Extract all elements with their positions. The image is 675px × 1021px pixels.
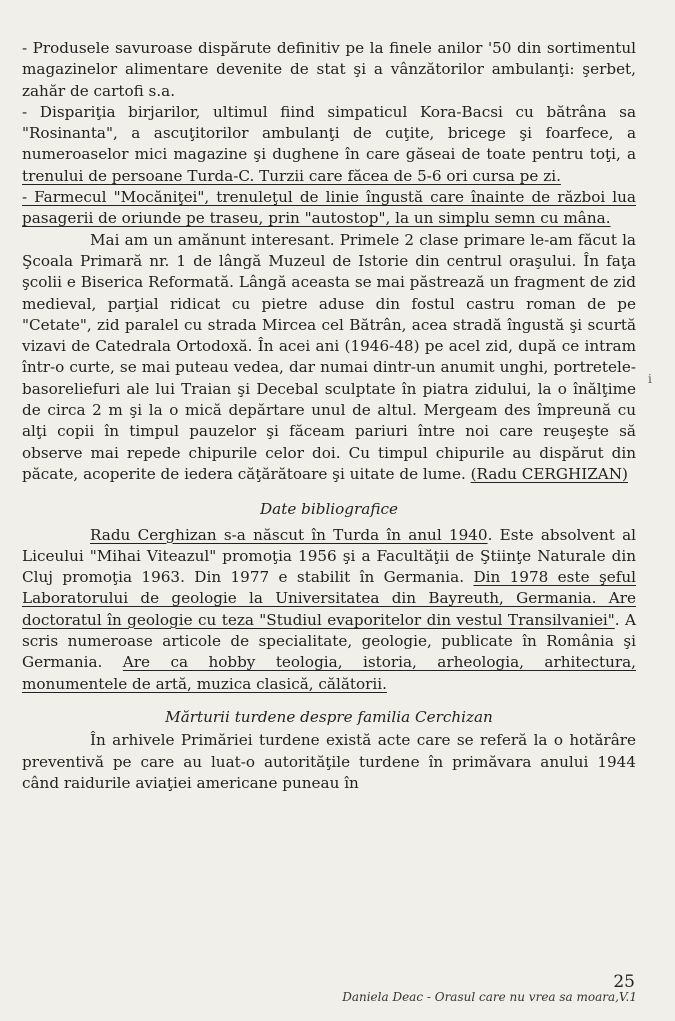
- body-text: [22, 38, 636, 794]
- paragraph-archives: În arhivele Primăriei turdene există acte care se referă la o hotărâre preventivă pe care au luat-o autorităţile turdene în primăvara anului 1944 când raidurile aviaţiei americane puneau în: [22, 731, 636, 792]
- page-number: 25: [613, 972, 635, 992]
- biography-text-a: . Este absolvent al Liceului "Mihai Viteazul" promoţia 1956 şi a Facultăţii de Ştiinţe Naturale din Cluj promoţia 1963. Din 1977 e stabilit în Germania.: [22, 525, 636, 587]
- section-heading-bibliography: Date bibliografice: [260, 500, 398, 519]
- paragraph-school-memory: [22, 230, 636, 486]
- underlined-birth: Radu Cerghizan s-a născut în Turda în anul 1940: [90, 525, 488, 544]
- page-footer: Daniela Deac - Orasul care nu vrea sa moara,V.1: [342, 990, 637, 1004]
- margin-mark: i: [648, 372, 652, 386]
- underlined-laboratory: Din 1978 este şeful Laboratorului de geologie la Universitatea din Bayreuth, Germania. Are doctoratul în geologie cu teza "Studiul evaporitelor din vestul Transilvaniei": [22, 568, 636, 629]
- paragraph-disappearance: [22, 102, 636, 187]
- paragraph-disappearance-text: - Dispariţia birjarilor, ultimul fiind simpaticul Kora-Bacsi cu bătrâna sa "Rosinanta", a ascuţitorilor ambulanţi de cuţite, bricege şi foarfece, a numeroaselor mici magazine şi dughene în care găseai de toate pentru toţi, a: [22, 102, 636, 164]
- underlined-train-text: trenului de persoane Turda-C. Turzii care făcea de 5-6 ori cursa pe zi.: [22, 166, 561, 185]
- underlined-hobby: Are ca hobby teologia, istoria, arheologia, arhitectura, monumentele de artă, muzica clasică, călătorii.: [22, 653, 636, 693]
- biography-text-b: . A scris numeroase articole de specialitate, geologie, publicate în România şi Germania.: [22, 610, 637, 672]
- author-signature: (Radu CERGHIZAN): [470, 464, 628, 483]
- paragraph-biography: [22, 525, 636, 695]
- paragraph-mocanita: - Farmecul "Mocăniţei", trenuleţul de linie îngustă care înainte de război lua pasagerii de oriunde pe traseu, prin "autostop", la un simplu semn cu mâna.: [22, 188, 636, 228]
- paragraph-products: - Produsele savuroase dispărute definitiv pe la finele anilor '50 din sortimentul magazinelor alimentare devenite de stat şi a vânzătorilor ambulanţi: şerbet, zahăr de cartofi s.a.: [22, 39, 636, 100]
- section-heading-testimonies: Mărturii turdene despre familia Cerchizan: [165, 707, 493, 726]
- paragraph-school-text: Mai am un amănunt interesant. Primele 2 clase primare le-am făcut la Şcoala Primară nr. 1 de lângă Muzeul de Istorie din centrul oraşului. În faţa şcolii e Biserica Reformată. Lângă aceasta se mai păstrează un fragment de zid medieval, parţial ridicat cu pietre aduse din fostul castru roman de pe "Cetate", zid paralel cu strada Mircea cel Bătrân, acea stradă îngustă şi scurtă vizavi de Catedrala Ortodoxă. În acei ani (1946-48) pe acel zid, după ce intram într-o curte, se mai puteau vedea, dar numai dintr-un anumit unghi, portretele-basoreliefuri ale lui Traian şi Decebal sculptate în piatra zidului, la o înălţime de circa 2 m şi la o mică depărtare unul de altul. Mergeam des împreună cu alţi copii în timpul pauzelor şi făceam pariuri între noi care reuşeşte să observe mai repede chipurile celor doi. Cu timpul chipurile au dispărut din păcate, acoperite de iedera căţărătoare şi uitate de lume.: [22, 230, 636, 483]
